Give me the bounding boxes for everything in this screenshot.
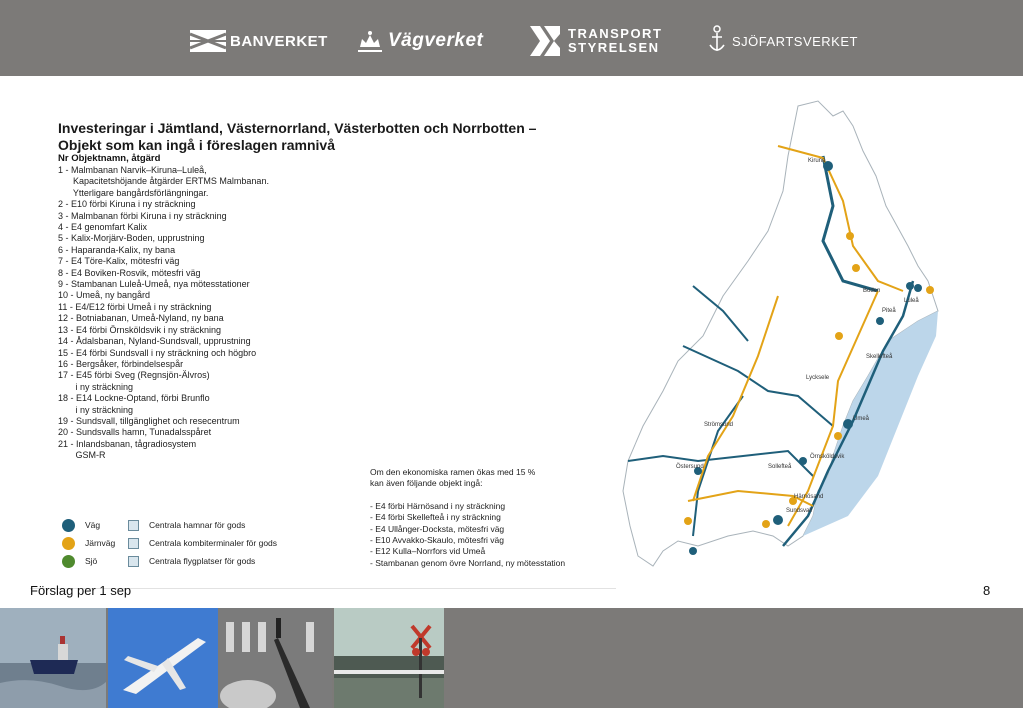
object-list-item: i ny sträckning bbox=[58, 381, 134, 392]
object-list-item: 10 - Umeå, ny bangård bbox=[58, 290, 151, 301]
marker-3 bbox=[846, 232, 854, 240]
label-kiruna: Kiruna bbox=[808, 158, 826, 164]
label-pitea: Piteå bbox=[882, 308, 896, 314]
object-list-item: 16 - Bergsåker, förbindelsespår bbox=[58, 358, 184, 369]
label-sundsvall: Sundsvall bbox=[786, 508, 813, 514]
object-list-item: 19 - Sundsvall, tillgänglighet och resecentrum bbox=[58, 415, 240, 426]
legend-terminals bbox=[128, 536, 277, 550]
marker-17 bbox=[689, 547, 697, 555]
region-outline bbox=[623, 101, 938, 566]
object-list-item: Ytterligare bangårdsförlängningar. bbox=[58, 187, 209, 198]
object-list-item: 15 - E4 förbi Sundsvall i ny sträckning och högbro bbox=[58, 347, 257, 358]
extra-object-item: - Stambanan genom övre Norrland, ny mötesstation bbox=[370, 557, 566, 568]
road-dot-icon bbox=[62, 519, 75, 532]
object-list-item: 14 - Ådalsbanan, Nyland-Sundsvall, upprustning bbox=[58, 336, 251, 347]
object-list-item: 7 - E4 Töre-Kalix, mötesfri väg bbox=[58, 256, 180, 267]
vagverket-name: Vägverket bbox=[388, 30, 484, 51]
legend-airports bbox=[128, 554, 255, 568]
airplane-image bbox=[108, 608, 218, 708]
label-umea: Umeå bbox=[853, 416, 870, 422]
label-boden: Boden bbox=[863, 288, 881, 294]
northern-sweden-map bbox=[618, 96, 948, 586]
vagverket-crown-icon bbox=[356, 27, 384, 55]
object-list-item: 13 - E4 förbi Örnsköldsvik i ny sträckning bbox=[58, 324, 222, 335]
transportstyrelsen-chevron-icon bbox=[530, 26, 560, 56]
airport-grid-icon bbox=[128, 556, 139, 567]
legend-road bbox=[62, 518, 100, 532]
sea-dot-icon bbox=[62, 555, 75, 568]
legend-ports-label: Centrala hamnar för gods bbox=[149, 520, 246, 530]
object-list-item: 11 - E4/E12 förbi Umeå i ny sträckning bbox=[58, 301, 212, 312]
marker-7 bbox=[906, 282, 914, 290]
object-list-item: 5 - Kalix-Morjärv-Boden, upprustning bbox=[58, 233, 205, 244]
extra-object-item: - E4 Ullånger-Docksta, mötesfri väg bbox=[370, 523, 505, 534]
marker-9 bbox=[835, 332, 843, 340]
banverket-emblem-icon bbox=[190, 30, 226, 52]
object-list-item: i ny sträckning bbox=[58, 404, 134, 415]
legend-rail bbox=[62, 536, 115, 550]
anchor-crown-icon bbox=[708, 25, 726, 57]
legend-rail-label: Järnväg bbox=[85, 538, 116, 548]
object-list-item: 8 - E4 Boviken-Rosvik, mötesfri väg bbox=[58, 267, 201, 278]
rail-dot-icon bbox=[62, 537, 75, 550]
label-skelleftea: Skellefteå bbox=[866, 354, 893, 360]
airplane-photo bbox=[108, 608, 218, 708]
object-list-item: 2 - E10 förbi Kiruna i ny sträckning bbox=[58, 199, 196, 210]
label-harnosand: Härnösand bbox=[794, 494, 824, 500]
slide-title-line2: Objekt som kan ingå i föreslagen ramnivå bbox=[58, 137, 335, 153]
marker-15 bbox=[773, 515, 783, 525]
legend-terminals-label: Centrala kombiterminaler för gods bbox=[149, 538, 278, 548]
object-list-item: 1 - Malmbanan Narvik–Kiruna–Luleå, bbox=[58, 165, 207, 175]
object-list-item: 6 - Haparanda-Kalix, ny bana bbox=[58, 244, 176, 255]
crossing-image bbox=[220, 608, 332, 708]
sjofartsverket-logo bbox=[708, 24, 858, 58]
legend-airports-label: Centrala flygplatser för gods bbox=[149, 556, 256, 566]
ship-photo bbox=[0, 608, 106, 708]
header-bar bbox=[0, 0, 1023, 76]
object-list-item: 18 - E14 Lockne-Optand, förbi Brunflo bbox=[58, 393, 210, 404]
label-lulea: Luleå bbox=[904, 298, 919, 304]
ship-image bbox=[0, 608, 106, 708]
pedestrian-crossing-photo bbox=[220, 608, 332, 708]
transportstyrelsen-line2: STYRELSEN bbox=[568, 40, 660, 55]
object-list-item: 20 - Sundsvalls hamn, Tunadalsspåret bbox=[58, 427, 212, 438]
object-list-item: 21 - Inlandsbanan, tågradiosystem bbox=[58, 438, 197, 449]
extra-objects-block bbox=[370, 467, 630, 569]
object-list-header: Nr Objektnamn, åtgärd bbox=[58, 153, 161, 164]
marker-8 bbox=[876, 317, 884, 325]
extra-object-item: - E4 förbi Härnösand i ny sträckning bbox=[370, 500, 506, 511]
object-list-item: 9 - Stambanan Luleå-Umeå, nya mötesstationer bbox=[58, 279, 250, 290]
sjofartsverket-name: SJÖFARTSVERKET bbox=[732, 33, 858, 49]
object-list-item: 3 - Malmbanan förbi Kiruna i ny sträckning bbox=[58, 210, 227, 221]
page-number: 8 bbox=[983, 583, 991, 598]
railway-crossing-image bbox=[334, 608, 444, 708]
extra-objects-list bbox=[370, 501, 630, 569]
slide-title-line1: Investeringar i Jämtland, Västernorrland, Västerbotten och Norrbotten – bbox=[58, 120, 537, 136]
footer-text: Förslag per 1 sep bbox=[30, 583, 132, 598]
marker-5 bbox=[852, 264, 860, 272]
label-ornskoldsvik: Örnsköldsvik bbox=[810, 454, 845, 460]
port-anchor-icon bbox=[128, 520, 139, 531]
vagverket-logo bbox=[356, 24, 483, 58]
label-ostersund: Östersund bbox=[676, 464, 704, 470]
object-list-item: 4 - E4 genomfart Kalix bbox=[58, 222, 148, 233]
label-solleftea: Sollefteå bbox=[768, 464, 792, 470]
extra-object-item: - E10 Avvakko-Skaulo, mötesfri väg bbox=[370, 535, 505, 546]
label-lycksele: Lycksele bbox=[806, 375, 830, 381]
railway-crossing-photo bbox=[334, 608, 444, 708]
marker-21 bbox=[684, 517, 692, 525]
slide-title bbox=[58, 120, 578, 154]
label-stromsund: Strömsund bbox=[704, 422, 734, 428]
transportstyrelsen-logo bbox=[530, 24, 662, 58]
marker-13 bbox=[799, 457, 807, 465]
marker-11 bbox=[843, 419, 853, 429]
object-list-item: 12 - Botniabanan, Umeå-Nyland, ny bana bbox=[58, 313, 224, 324]
object-list-item: 17 - E45 förbi Sveg (Regnsjön-Älvros) bbox=[58, 370, 210, 381]
object-list-item: Kapacitetshöjande åtgärder ERTMS Malmbanan. bbox=[58, 176, 269, 187]
photo-strip bbox=[0, 608, 1023, 708]
extra-object-item: - E4 förbi Skellefteå i ny sträckning bbox=[370, 512, 501, 523]
marker-16 bbox=[762, 520, 770, 528]
transportstyrelsen-line1: TRANSPORT bbox=[568, 26, 663, 41]
legend-road-label: Väg bbox=[85, 520, 101, 530]
extra-intro-line1: Om den ekonomiska ramen ökas med 15 % bbox=[370, 467, 536, 477]
object-list bbox=[58, 165, 388, 462]
banverket-name: BANVERKET bbox=[230, 32, 328, 50]
legend-sea bbox=[62, 554, 97, 568]
banverket-logo bbox=[190, 24, 328, 58]
slide-content bbox=[0, 76, 1023, 608]
object-list-item: GSM-R bbox=[58, 450, 106, 461]
marker-10 bbox=[834, 432, 842, 440]
legend-ports bbox=[128, 518, 245, 532]
legend-sea-label: Sjö bbox=[85, 556, 98, 566]
marker-4 bbox=[914, 284, 922, 292]
extra-object-item: - E12 Kulla–Norrfors vid Umeå bbox=[370, 546, 486, 557]
marker-6 bbox=[926, 286, 934, 294]
extra-intro-line2: kan även följande objekt ingå: bbox=[370, 478, 483, 489]
terminal-arrow-icon bbox=[128, 538, 139, 549]
